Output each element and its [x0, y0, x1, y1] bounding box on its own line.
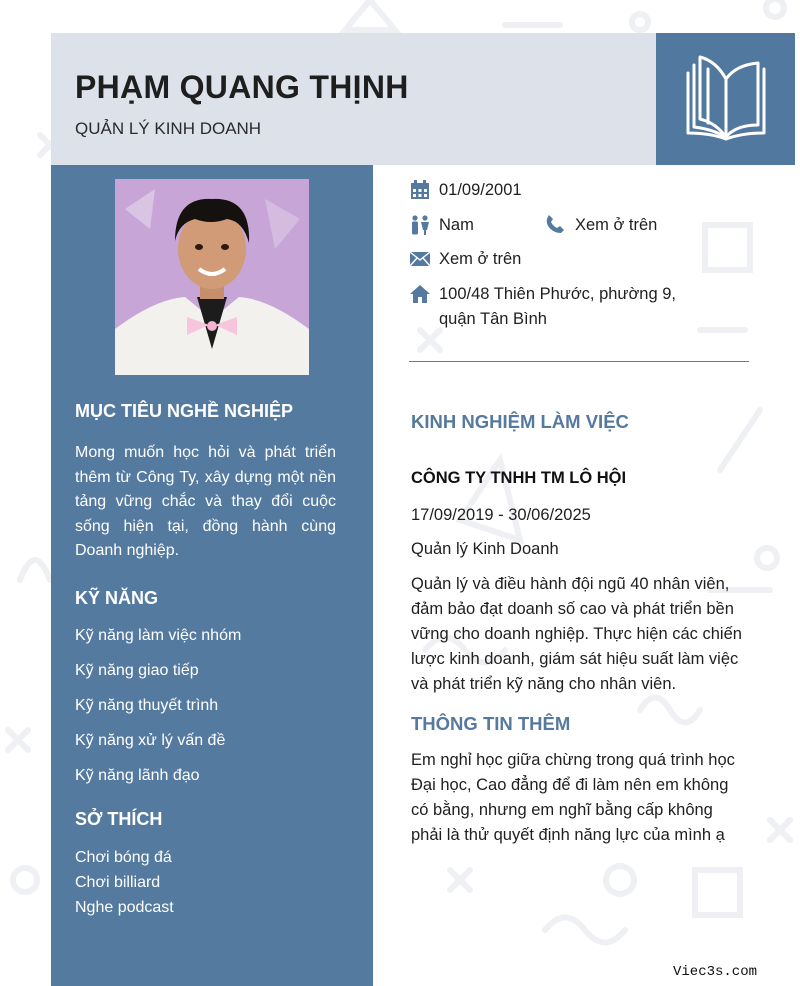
skill-item: Kỹ năng làm việc nhóm [75, 627, 242, 644]
hobby-item: Nghe podcast [75, 899, 174, 916]
additional-info-heading: THÔNG TIN THÊM [411, 713, 571, 734]
candidate-role: QUẢN LÝ KINH DOANH [75, 119, 262, 138]
birthday-value: 01/09/2001 [439, 181, 522, 199]
job-description-line: vững cho doanh nghiệp. Thực hiện các chiến [411, 625, 742, 643]
skills-list [75, 627, 241, 802]
skill-item: Kỹ năng thuyết trình [75, 697, 219, 714]
phone-icon [545, 214, 565, 234]
skill-item: Kỹ năng lãnh đạo [75, 767, 200, 784]
employment-period: 17/09/2019 - 30/06/2025 [411, 506, 591, 524]
hobby-item: Chơi bóng đá [75, 849, 172, 866]
skill-item: Kỹ năng xử lý vấn đề [75, 732, 226, 749]
open-book-icon [676, 49, 776, 145]
experience-heading: KINH NGHIỆM LÀM VIỆC [411, 411, 629, 432]
job-description-line: lược kinh doanh, giám sát hiệu suất làm việc [411, 650, 739, 668]
gender-value: Nam [439, 216, 474, 234]
hobbies-heading: SỞ THÍCH [75, 809, 163, 829]
job-description [411, 572, 756, 697]
job-position: Quản lý Kinh Doanh [411, 540, 559, 558]
calendar-icon [410, 180, 430, 200]
sidebar [51, 165, 373, 986]
company-name: CÔNG TY TNHH TM LÔ HỘI [411, 469, 627, 487]
address-line-2: quận Tân Bình [439, 310, 547, 328]
skills-heading: KỸ NĂNG [75, 588, 159, 608]
objective-heading: MỤC TIÊU NGHỀ NGHIỆP [75, 401, 294, 421]
candidate-name: PHẠM QUANG THỊNH [75, 69, 409, 105]
header-banner [51, 33, 656, 165]
additional-info-line: Em nghỉ học giữa chừng trong quá trình học [411, 751, 735, 769]
job-description-line: đảm bảo đạt doanh số cao và phát triển bền [411, 600, 734, 618]
section-divider [409, 361, 749, 362]
email-icon [410, 249, 430, 269]
logo-box [656, 33, 795, 165]
gender-icon [410, 215, 430, 235]
portrait-illustration [115, 179, 309, 375]
site-watermark: Viec3s.com [673, 964, 758, 980]
phone-value[interactable]: Xem ở trên [575, 216, 658, 234]
skill-item: Kỹ năng giao tiếp [75, 662, 199, 679]
home-icon [410, 284, 430, 304]
additional-info-text [411, 748, 756, 848]
objective-text: Mong muốn học hỏi và phát triển thêm từ Công Ty, xây dựng một nền tảng vững chắc và thay đổi cuộc sống hiện tại, đồng hành cùng Doanh nghiệp. [75, 444, 336, 559]
hobbies-list [75, 849, 174, 924]
hobby-item: Chơi billiard [75, 874, 161, 891]
profile-photo [115, 179, 309, 375]
additional-info-line: có bằng, nhưng em nghĩ bằng cấp không [411, 801, 713, 819]
additional-info-line: phải là thử quyết định năng lực của mình ạ [411, 826, 725, 844]
email-value[interactable]: Xem ở trên [439, 250, 522, 268]
address-line-1: 100/48 Thiên Phước, phường 9, [439, 285, 676, 303]
main-content [373, 165, 800, 986]
job-description-line: Quản lý và điều hành đội ngũ 40 nhân viên, [411, 575, 730, 593]
job-description-line: và phát triển kỹ năng cho nhân viên. [411, 675, 677, 693]
additional-info-line: Đại học, Cao đẳng để đi làm nên em không [411, 776, 729, 794]
